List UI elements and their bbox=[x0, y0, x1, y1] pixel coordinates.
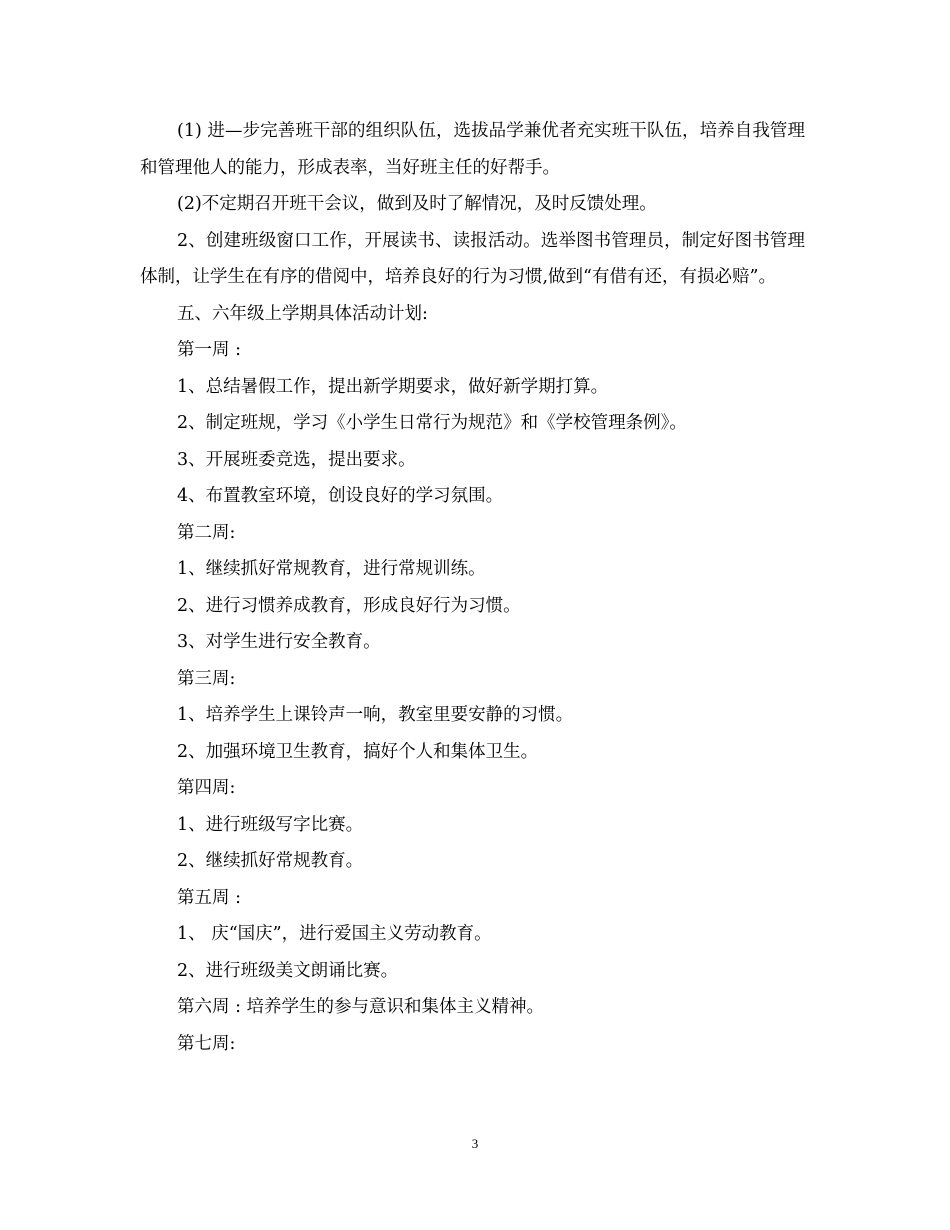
list-item: 2、进行班级美文朗诵比赛。 bbox=[177, 960, 399, 981]
week-heading-3: 第三周: bbox=[177, 668, 236, 689]
week-heading-2: 第二周: bbox=[177, 522, 236, 543]
list-item: 2、进行习惯养成教育，形成良好行为习惯。 bbox=[177, 595, 521, 616]
list-item: 3、开展班委竞选，提出要求。 bbox=[177, 449, 416, 470]
week-heading-1: 第一周 : bbox=[177, 340, 241, 360]
week-heading-6: 第六周 : 培养学生的参与意识和集体主义精神。 bbox=[177, 997, 545, 1017]
week-heading-4: 第四周: bbox=[177, 778, 236, 798]
list-item: 3、对学生进行安全教育。 bbox=[177, 632, 381, 652]
list-item: 4、布置教室环境，创设良好的学习氛围。 bbox=[177, 486, 504, 506]
list-item: 2、加强环境卫生教育，搞好个人和集体卫生。 bbox=[177, 741, 539, 762]
list-item: 1、继续抓好常规教育，进行常规训练。 bbox=[177, 559, 486, 579]
list-item: 1、进行班级写字比赛。 bbox=[177, 814, 364, 835]
document-body bbox=[140, 113, 805, 1062]
paragraph-class-leader-team: (1) 进—步完善班干部的组织队伍，选拔品学兼优者充实班干队伍，培养自我管理和管理他人的能力，形成表率，当好班主任的好帮手。 bbox=[140, 121, 805, 178]
week-heading-5: 第五周 : bbox=[177, 887, 241, 908]
section-heading-activity-plan: 五、六年级上学期具体活动计划: bbox=[177, 303, 428, 324]
page-number: 3 bbox=[471, 1136, 479, 1151]
list-item: 2、继续抓好常规教育。 bbox=[177, 851, 364, 871]
week-heading-7: 第七周: bbox=[177, 1033, 236, 1054]
paragraph-reading-activity: 2、创建班级窗口工作，开展读书、读报活动。选举图书管理员，制定好图书管理体制，让学生在有序的借阅中，培养良好的行为习惯,做到“有借有还，有损必赔”。 bbox=[140, 230, 805, 287]
list-item: 2、制定班规，学习《小学生日常行为规范》和《学校管理条例》。 bbox=[177, 413, 687, 433]
list-item: 1、培养学生上课铃声一响，教室里要安静的习惯。 bbox=[177, 705, 574, 725]
list-item: 1、总结暑假工作，提出新学期要求，做好新学期打算。 bbox=[177, 376, 609, 397]
list-item: 1、 庆“国庆”，进行爱国主义劳动教育。 bbox=[177, 924, 492, 944]
paragraph-class-leader-meeting: (2)不定期召开班干会议，做到及时了解情况，及时反馈处理。 bbox=[177, 194, 657, 214]
